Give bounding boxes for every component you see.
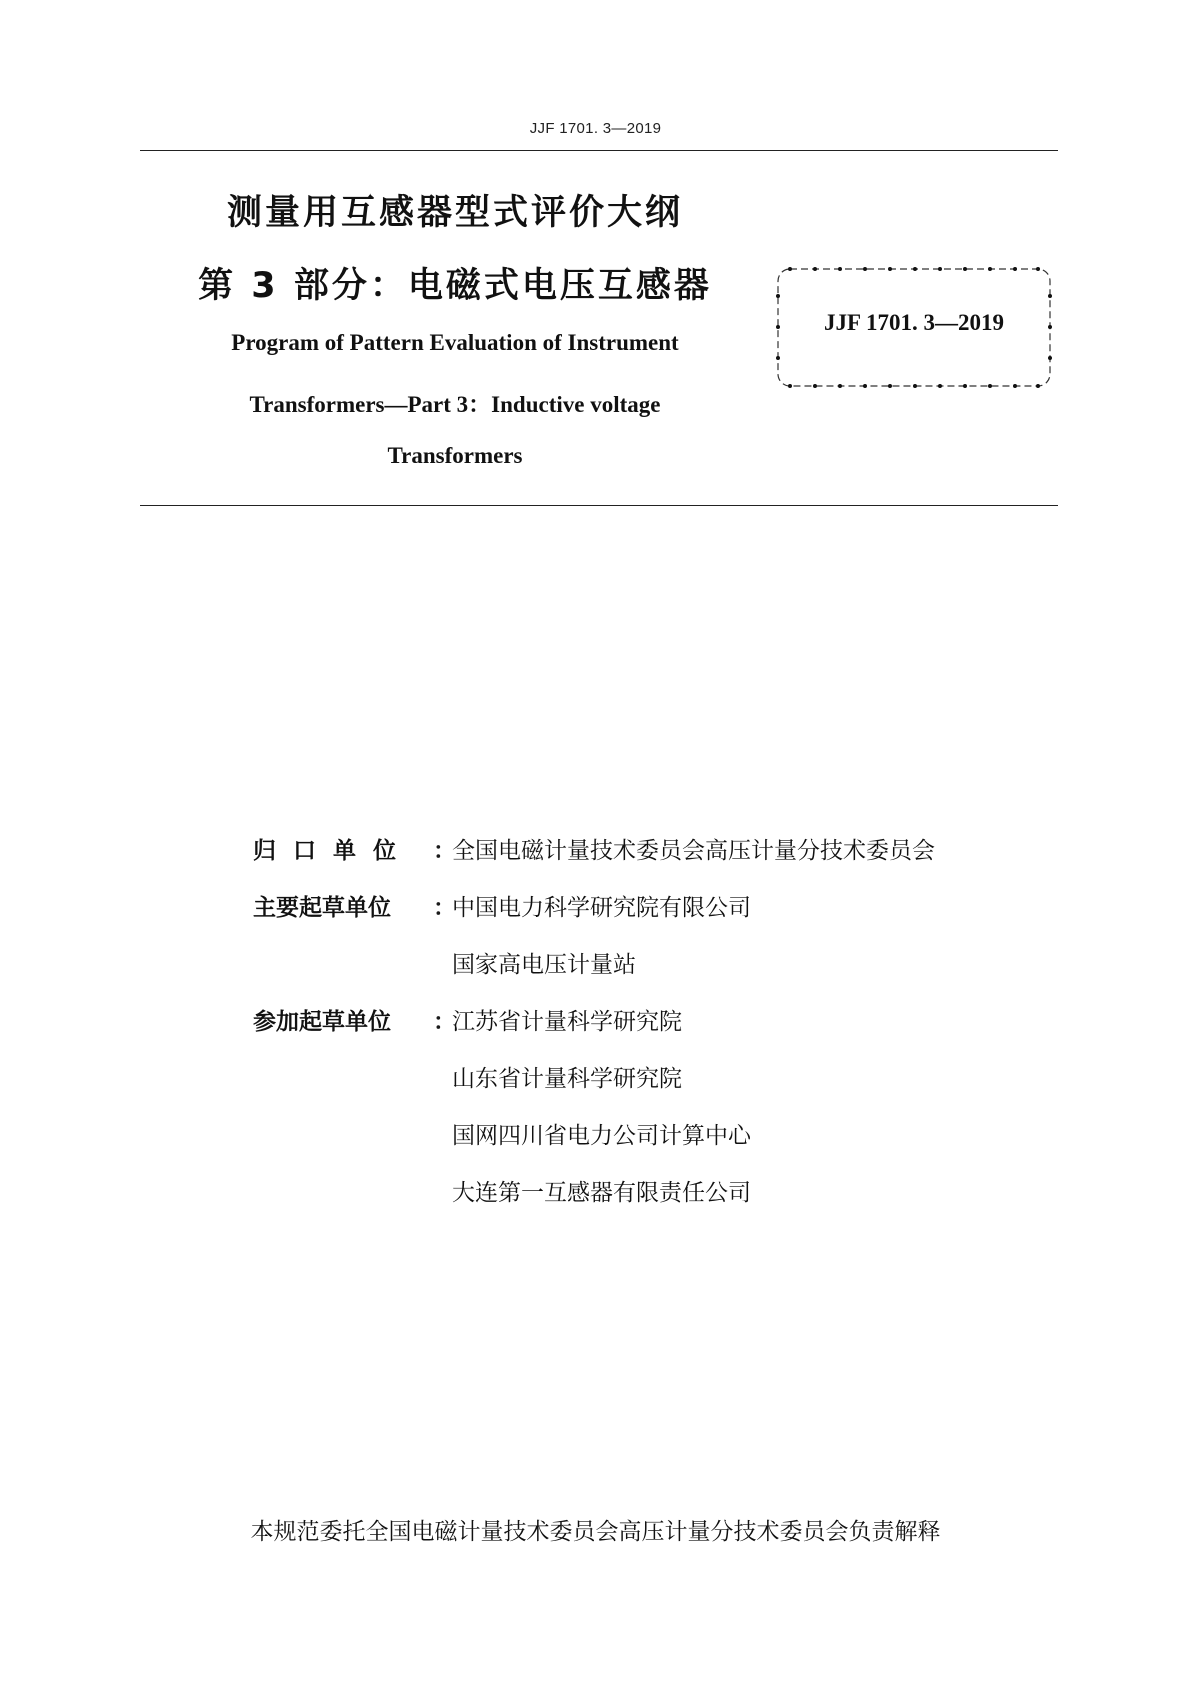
participating-drafters-label: 参加起草单位	[253, 1009, 391, 1035]
title-bottom-rule	[140, 505, 1058, 506]
responsible-unit-value: 全国电磁计量技术委员会高压计量分技术委员会	[452, 838, 935, 864]
title-cn-line2: 第 3 部分：电磁式电压互感器	[198, 266, 712, 306]
interpretation-note: 本规范委托全国电磁计量技术委员会高压计量分技术委员会负责解释	[250, 1519, 941, 1545]
main-drafter-1: 中国电力科学研究院有限公司	[452, 895, 751, 921]
main-drafter-2: 国家高电压计量站	[452, 952, 636, 978]
title-en-line3: Transformers	[387, 443, 523, 468]
main-drafters-label: 主要起草单位	[253, 895, 391, 921]
participating-drafters-colon: ：	[433, 1009, 456, 1035]
stamp-code: JJF 1701. 3—2019	[824, 310, 1004, 335]
title-en-line1: Program of Pattern Evaluation of Instrument	[231, 330, 679, 355]
header-rule	[140, 150, 1058, 151]
main-drafters-colon: ：	[433, 895, 456, 921]
standard-code-stamp	[775, 266, 1053, 389]
title-cn-line1: 测量用互感器型式评价大纲	[226, 193, 683, 233]
title-en-line2: Transformers—Part 3：Inductive voltage	[249, 392, 661, 417]
participating-drafter-3: 国网四川省电力公司计算中心	[452, 1123, 751, 1149]
participating-drafter-2: 山东省计量科学研究院	[452, 1066, 682, 1092]
responsible-unit-colon: ：	[433, 838, 456, 864]
participating-drafter-1: 江苏省计量科学研究院	[452, 1009, 682, 1035]
responsible-unit-label: 归口单位	[253, 838, 413, 864]
participating-drafter-4: 大连第一互感器有限责任公司	[452, 1180, 751, 1206]
header-standard-code: JJF 1701. 3—2019	[529, 120, 662, 137]
